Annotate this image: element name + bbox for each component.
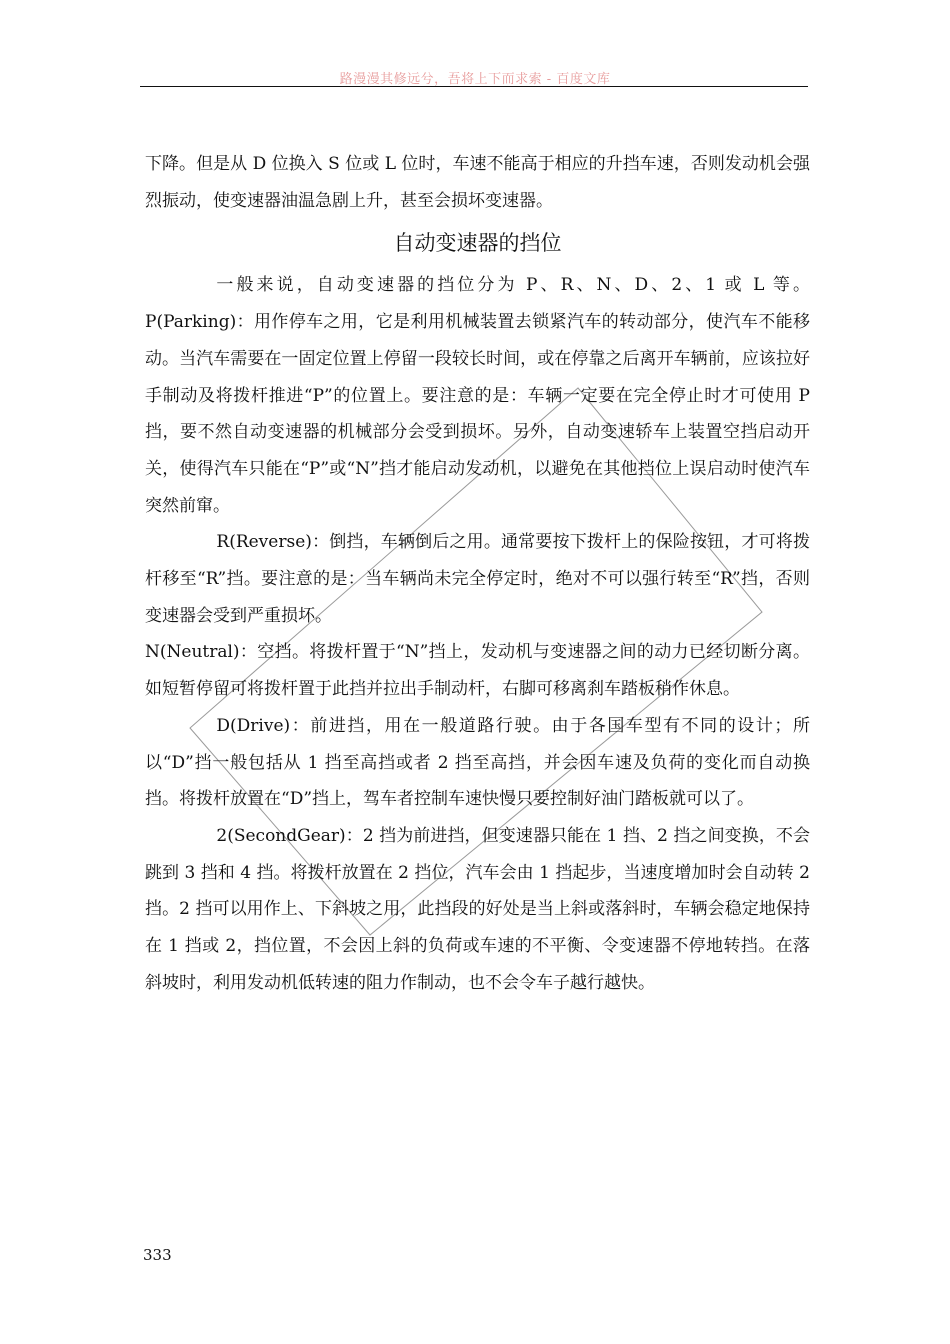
paragraph-reverse: R(Reverse)：倒挡，车辆倒后之用。通常要按下拨杆上的保险按钮，才可将拨杆移至“R”挡。要注意的是：当车辆尚未完全停定时，绝对不可以强行转至“R”挡，否则变速器会受到严重损坏。 <box>145 532 810 626</box>
page-number: 333 <box>143 1246 172 1264</box>
document-body <box>145 146 810 1001</box>
section-title: 自动变速器的挡位 <box>393 231 562 256</box>
paragraph-drive: D(Drive)：前进挡，用在一般道路行驶。由于各国车型有不同的设计；所以“D”挡一般包括从 1 挡至高挡或者 2 挡至高挡，并会因车速及负荷的变化而自动换挡。将拨杆放置在“D”挡上，驾车者控制车速快慢只要控制好油门踏板就可以了。 <box>145 715 810 810</box>
header-title: 路漫漫其修远兮，吾将上下而求索 - 百度文库 <box>339 72 611 87</box>
header-divider <box>140 86 808 87</box>
paragraph-second-gear: 2(SecondGear)：2 挡为前进挡，但变速器只能在 1 挡、2 挡之间变换，不会跳到 3 挡和 4 挡。将拨杆放置在 2 挡位，汽车会由 1 挡起步，当速度增加时会自动转 2 挡。2 挡可以用作上、下斜坡之用，此挡段的好处是当上斜或落斜时，车辆会稳定地保持在 1 挡或 2，挡位置，不会因上斜的负荷或车速的不平衡、令变速器不停地转挡。在落斜坡时，利用发动机低转速的阻力作制动，也不会令车子越行越快。 <box>145 825 810 993</box>
intro-paragraph: 下降。但是从 D 位换入 S 位或 L 位时，车速不能高于相应的升挡车速，否则发动机会强烈振动，使变速器油温急剧上升，甚至会损坏变速器。 <box>145 154 810 211</box>
paragraph-neutral: N(Neutral)：空挡。将拨杆置于“N”挡上，发动机与变速器之间的动力已经切断分离。如短暂停留可将拨杆置于此挡并拉出手制动杆，右脚可移离刹车踏板稍作休息。 <box>145 642 810 700</box>
paragraph-parking: 一般来说，自动变速器的挡位分为 P、R、N、D、2、1 或 L 等。P(Parking)：用作停车之用，它是利用机械装置去锁紧汽车的转动部分，使汽车不能移动。当汽车需要在一固定位置上停留一段较长时间，或在停靠之后离开车辆前，应该拉好手制动及将拨杆推进“P”的位置上。要注意的是：车辆一定要在完全停止时才可使用 P 挡，要不然自动变速器的机械部分会受到损坏。另外，自动变速轿车上装置空挡启动开关，使得汽车只能在“P”或“N”挡才能启动发动机，以避免在其他挡位上误启动时使汽车突然前窜。 <box>145 275 810 516</box>
